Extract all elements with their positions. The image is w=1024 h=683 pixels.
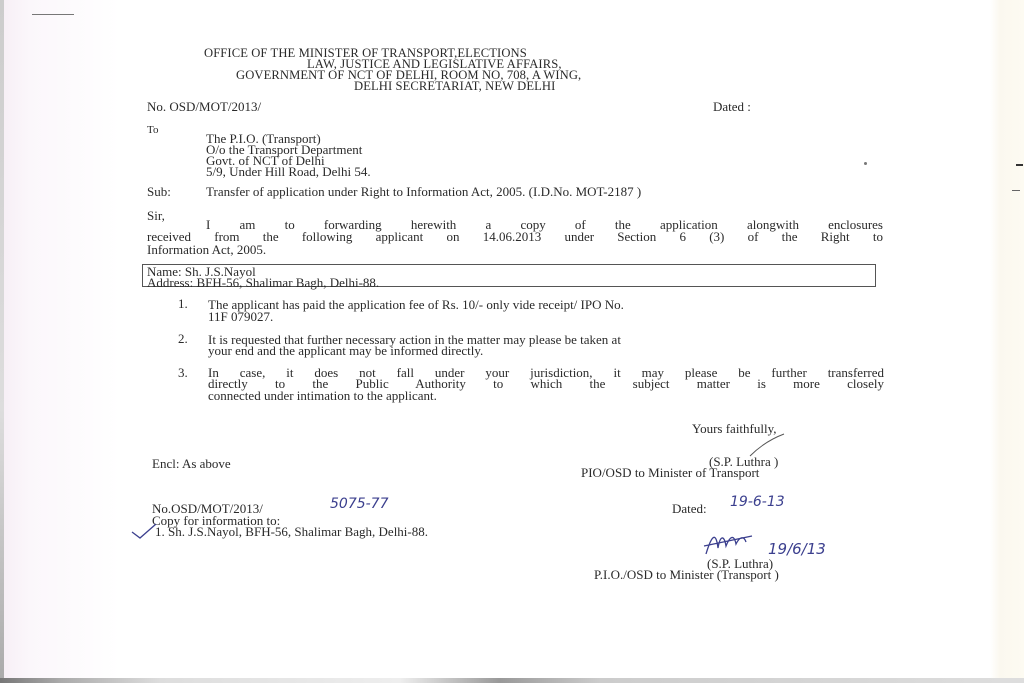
point-3-line-2: directly to the Public Authority to which the subject matter is more closely bbox=[208, 376, 884, 391]
scan-artifact-mark bbox=[32, 14, 74, 15]
scan-artifact-mark bbox=[1012, 190, 1020, 191]
point-number: 1. bbox=[178, 296, 188, 311]
yours-faithfully: Yours faithfully, bbox=[692, 421, 777, 436]
copy-signatory-name: (S.P. Luthra) bbox=[707, 556, 774, 571]
handwritten-signature-date: 19/6/13 bbox=[768, 540, 826, 558]
copy-reference-number: No.OSD/MOT/2013/ bbox=[152, 501, 263, 516]
point-3-line-1: In case, it does not fall under your jurisdiction, it may please be further transferred bbox=[208, 365, 884, 380]
scan-artifact-mark bbox=[1016, 164, 1023, 166]
signatory-title: PIO/OSD to Minister of Transport bbox=[581, 465, 760, 480]
to-label: To bbox=[147, 124, 159, 136]
subject-label: Sub: bbox=[147, 184, 171, 199]
point-2-line-1: It is requested that further necessary action in the matter may please be taken at bbox=[208, 332, 621, 347]
point-number: 3. bbox=[178, 365, 188, 380]
reference-number: No. OSD/MOT/2013/ bbox=[147, 99, 262, 114]
copy-dated-label: Dated: bbox=[672, 501, 707, 516]
body-line-3: Information Act, 2005. bbox=[147, 242, 267, 257]
addressee-line: O/o the Transport Department bbox=[206, 142, 363, 157]
point-2-line-2: your end and the applicant may be informed directly. bbox=[208, 343, 484, 358]
subject-text: Transfer of application under Right to Information Act, 2005. (I.D.No. MOT-2187 ) bbox=[206, 184, 642, 199]
salutation: Sir, bbox=[147, 208, 165, 223]
copy-for-information-label: Copy for information to: bbox=[152, 513, 281, 528]
page-left-edge bbox=[0, 0, 4, 683]
point-1-line-2: 11F 079027. bbox=[208, 309, 274, 324]
applicant-name: Name: Sh. J.S.Nayol bbox=[147, 264, 256, 279]
point-3-line-3: connected under intimation to the applicant. bbox=[208, 388, 437, 403]
applicant-address: Address: BFH-56, Shalimar Bagh, Delhi-88. bbox=[147, 275, 380, 290]
copy-signatory-title: P.I.O./OSD to Minister (Transport ) bbox=[594, 567, 779, 582]
letterhead-line-1: OFFICE OF THE MINISTER OF TRANSPORT,ELECTIONS bbox=[204, 46, 527, 60]
handwritten-date: 19-6-13 bbox=[730, 494, 785, 510]
handwritten-dispatch-number: 5075-77 bbox=[330, 496, 389, 512]
point-1-line-1: The applicant has paid the application fee of Rs. 10/- only vide receipt/ IPO No. bbox=[208, 297, 624, 312]
addressee-line: 5/9, Under Hill Road, Delhi 54. bbox=[206, 164, 371, 179]
dated-label: Dated : bbox=[713, 99, 751, 114]
addressee-line: Govt. of NCT of Delhi bbox=[206, 153, 325, 168]
body-line-2: received from the following applicant on 14.06.2013 under Section 6 (3) of the Right to bbox=[147, 229, 883, 244]
letterhead-line-3: GOVERNMENT OF NCT OF DELHI, ROOM NO, 708, A WING, bbox=[236, 68, 582, 82]
addressee-line: The P.I.O. (Transport) bbox=[206, 131, 321, 146]
page-bottom-edge bbox=[0, 678, 1024, 683]
signatory-name: (S.P. Luthra ) bbox=[709, 454, 779, 469]
copy-recipient: 1. Sh. J.S.Nayol, BFH-56, Shalimar Bagh, Delhi-88. bbox=[155, 524, 428, 539]
letterhead-line-4: DELHI SECRETARIAT, NEW DELHI bbox=[354, 79, 556, 93]
letterhead-line-2: LAW, JUSTICE AND LEGISLATIVE AFFAIRS, bbox=[307, 57, 562, 71]
enclosure-note: Encl: As above bbox=[152, 456, 231, 471]
body-line-1: I am to forwarding herewith a copy of the application alongwith enclosures bbox=[206, 217, 883, 232]
point-number: 2. bbox=[178, 331, 188, 346]
scan-artifact-dot bbox=[864, 162, 867, 165]
